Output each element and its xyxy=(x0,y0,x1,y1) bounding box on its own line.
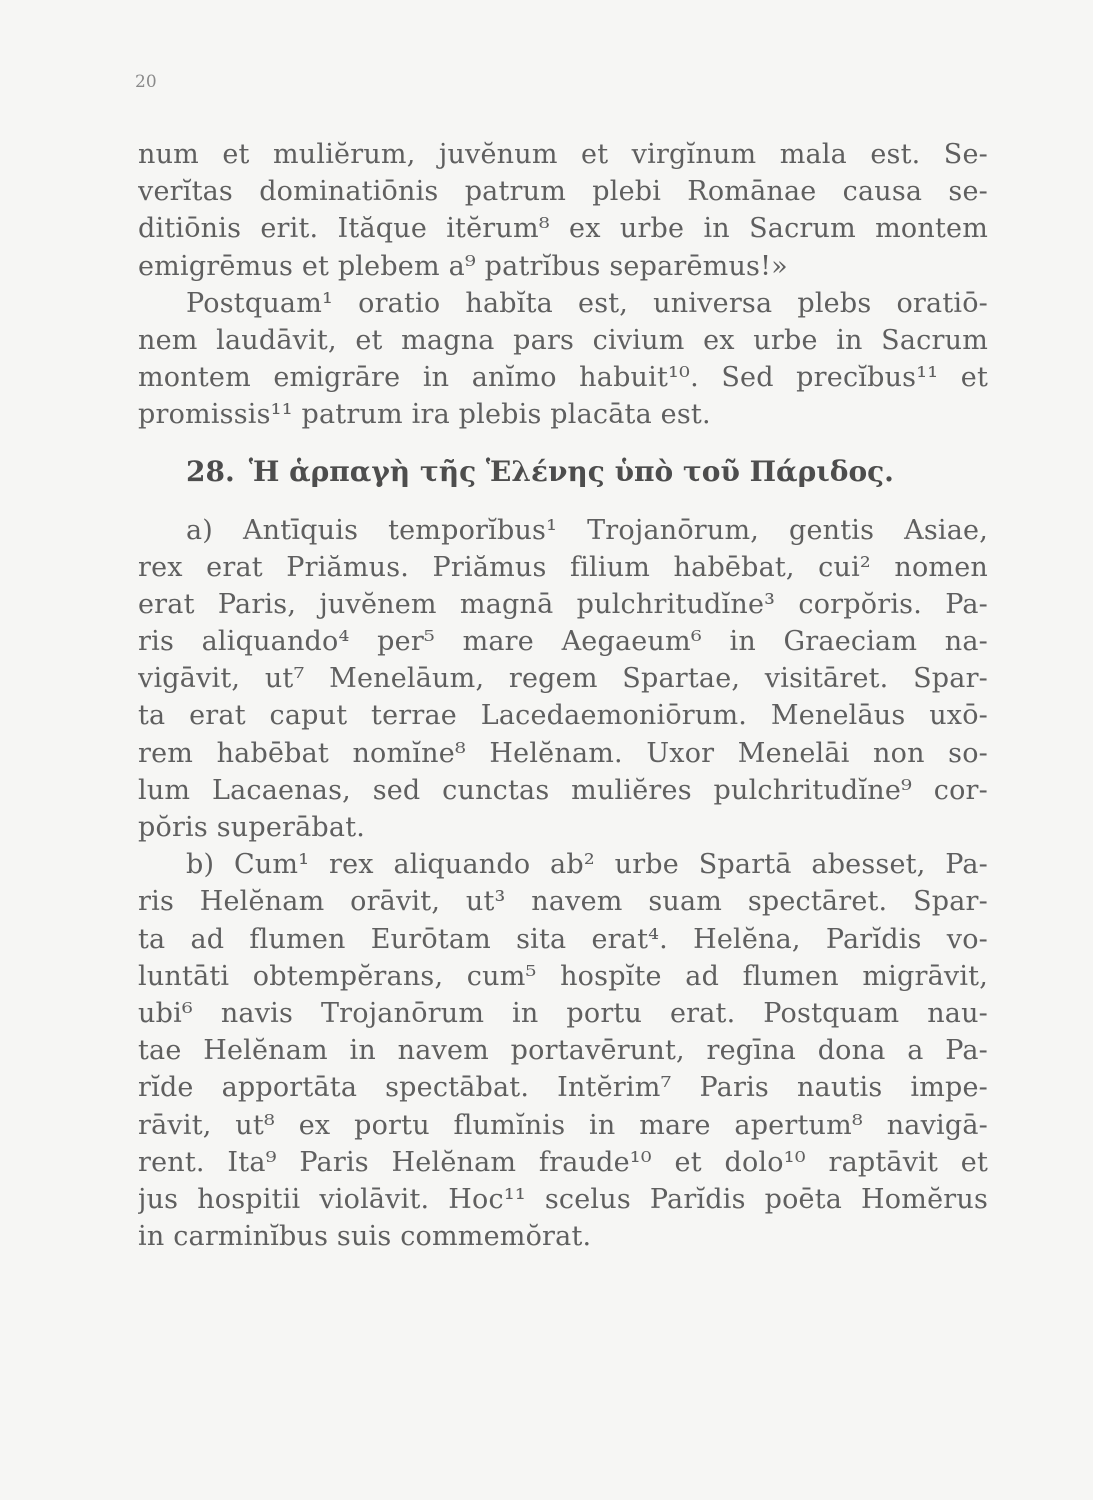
text-line: montem emigrāre in anĭmo habuit¹⁰. Sed precĭbus¹¹ et xyxy=(138,362,988,394)
text-line: jus hospitii violāvit. Hoc¹¹ scelus Parĭdis poēta Homĕrus xyxy=(138,1183,988,1215)
text-line: vigāvit, ut⁷ Menelāum, regem Spartae, visitāret. Spar- xyxy=(138,663,988,695)
text-line: rex erat Priămus. Priămus filium habēbat, cui² nomen xyxy=(138,551,988,583)
paragraph-after xyxy=(138,512,988,1256)
text-line: in carminĭbus suis commemŏrat. xyxy=(138,1221,592,1253)
text-line: ubi⁶ navis Trojanōrum in portu erat. Postquam nau- xyxy=(138,997,988,1029)
text-line: ris Helĕnam orāvit, ut³ navem suam spectāret. Spar- xyxy=(138,886,988,918)
text-line: Postquam¹ oratio habĭta est, universa plebs oratiō- xyxy=(186,287,988,319)
text-line: ris aliquando⁴ per⁵ mare Aegaeum⁶ in Graeciam na- xyxy=(138,626,988,658)
text-line: erat Paris, juvĕnem magnā pulchritudĭne³ corpŏris. Pa- xyxy=(138,588,988,620)
text-line: nem laudāvit, et magna pars civium ex urbe in Sacrum xyxy=(138,324,988,356)
text-line: a) Antīquis temporĭbus¹ Trojanōrum, gentis Asiae, xyxy=(186,514,988,546)
text-line: num et muliĕrum, juvĕnum et virgĭnum mala est. Se- xyxy=(138,139,988,170)
text-line: luntāti obtempĕrans, cum⁵ hospĭte ad flumen migrāvit, xyxy=(138,960,988,992)
text-line: promissis¹¹ patrum ira plebis placāta est. xyxy=(138,399,711,431)
text-line: ditiōnis erit. Ităque itĕrum⁸ ex urbe in Sacrum montem xyxy=(138,213,988,245)
section-title: Ἡ ἁρπαγὴ τῆς Ἑλένης ὑπὸ τοῦ Πάριδος. xyxy=(248,454,894,488)
section-heading xyxy=(186,450,988,494)
text-line: rĭde apportāta spectābat. Intĕrim⁷ Paris nautis impe- xyxy=(138,1072,988,1104)
text-line: rāvit, ut⁸ ex portu flumĭnis in mare apertum⁸ navigā- xyxy=(138,1109,988,1141)
page-text xyxy=(138,136,988,1255)
section-number: 28. xyxy=(186,454,235,488)
text-line: rent. Ita⁹ Paris Helĕnam fraude¹⁰ et dolo¹⁰ raptāvit et xyxy=(138,1146,988,1178)
text-line: b) Cum¹ rex aliquando ab² urbe Spartā abesset, Pa- xyxy=(186,849,988,881)
page-number: 20 xyxy=(135,72,157,92)
text-line: ta ad flumen Eurōtam sita erat⁴. Helĕna, Parĭdis vo- xyxy=(138,923,988,955)
text-line: tae Helĕnam in navem portavērunt, regīna dona a Pa- xyxy=(138,1035,988,1067)
text-line: lum Lacaenas, sed cunctas muliĕres pulchritudĭne⁹ cor- xyxy=(138,774,988,806)
text-line: ta erat caput terrae Lacedaemoniōrum. Menelāus uxō- xyxy=(138,700,988,732)
text-line: verĭtas dominatiōnis patrum plebi Romānae causa se- xyxy=(138,176,988,208)
text-line: emigrēmus et plebem a⁹ patrĭbus separēmus!» xyxy=(138,250,788,282)
text-line: pŏris superābat. xyxy=(138,812,366,843)
paragraph-before xyxy=(138,136,988,434)
text-line: rem habēbat nomĭne⁸ Helĕnam. Uxor Menelāi non so- xyxy=(138,737,988,769)
